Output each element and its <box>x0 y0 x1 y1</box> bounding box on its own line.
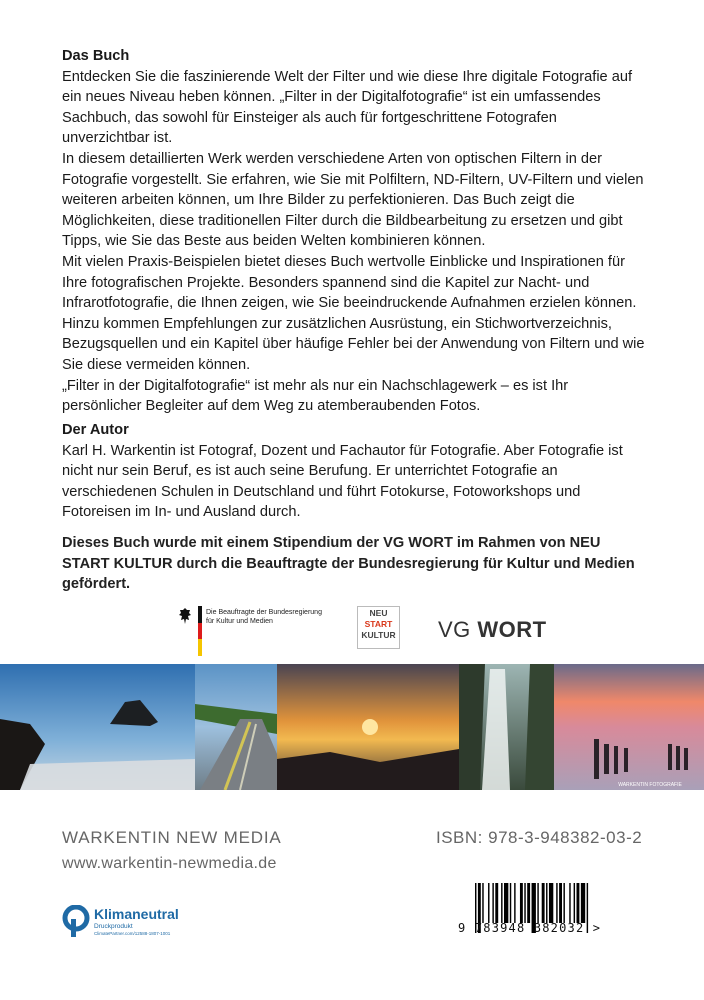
photo-groynes-sunset <box>554 664 704 790</box>
german-flag <box>198 606 202 656</box>
climate-partner-icon <box>62 905 90 939</box>
barcode-bar <box>524 883 525 923</box>
photo-highway <box>195 664 277 790</box>
barcode-bar <box>527 883 530 923</box>
klima-id: ClimatePartner.com/12588-1807-1001 <box>94 931 171 936</box>
barcode-bar <box>569 883 570 923</box>
barcode-bar <box>520 883 523 923</box>
barcode-number: 9 783948 382032 > <box>458 921 602 935</box>
paragraph: In diesem detaillierten Werk werden verschiedene Arten von optischen Filtern in der Fotografie vorgestellt. Sie erfahren, wie Sie mit Polfiltern, ND-Filtern, UV-Filtern und vielen weiteren arbeiten können, um Ihre Bilder zu perfektionieren. Das Buch zeigt die Möglichkeiten, diese traditionellen Filter durch die Bildbearbeitung zu ersetzen und gibt Tipps, wie Sie das Beste aus beiden Welten kombinieren können. <box>62 150 644 250</box>
publisher-url: www.warkentin-newmedia.de <box>62 855 277 872</box>
neustart-kultur-logo <box>357 606 400 649</box>
barcode-bar <box>501 883 502 923</box>
barcode-bar <box>577 883 580 923</box>
photo-credit: WARKENTIN FOTOGRAFIE <box>618 782 682 788</box>
barcode-bar <box>581 883 585 923</box>
klima-sub: Druckprodukt <box>94 923 133 930</box>
nsk-line2: START <box>364 619 393 629</box>
photo-strip <box>0 664 704 790</box>
barcode-bar <box>556 883 557 923</box>
barcode-bar <box>559 883 562 923</box>
bkm-text <box>206 608 336 626</box>
barcode-bar <box>492 883 493 923</box>
barcode-bar <box>514 883 515 923</box>
paragraph: Karl H. Warkentin ist Fotograf, Dozent und Fachautor für Fotografie. Aber Fotografie ist nicht nur sein Beruf, es ist auch seine Berufung. Er unterrichtet Fotografie an verschiedenen Schulen in Deutschland und führt Fotokurse, Fotoworkshops und Fotoreisen im In- und Ausland durch. <box>62 442 623 521</box>
barcode-bar <box>488 883 489 923</box>
barcode-bar <box>563 883 564 923</box>
heading-das-buch: Das Buch <box>62 48 130 64</box>
paragraph: „Filter in der Digitalfotografie“ ist mehr als nur ein Nachschlagewerk – es ist Ihr persönlicher Begleiter auf dem Weg zu atemberaubenden Fotos. <box>62 377 569 415</box>
publisher-name: WARKENTIN NEW MEDIA <box>62 828 282 847</box>
vg-wort-logo <box>438 617 547 643</box>
section-der-autor <box>62 420 646 523</box>
photo-waterfall <box>459 664 554 790</box>
paragraph: Mit vielen Praxis-Beispielen bietet dieses Buch wertvolle Einblicke und Inspirationen für Ihre fotografischen Projekte. Besonders spannend sind die Kapitel zur Nacht- und Infrarotfotografie, die Ihnen zeigen, wie Sie beeindruckende Aufnahmen erzielen können. Hinzu kommen Empfehlungen zur zusätzlichen Ausrüstung, ein Stichwortverzeichnis, Bezugsquellen und ein Kapitel über häufige Fehler bei der Anwendung von Filtern und wie Sie diese vermeiden können. <box>62 253 645 373</box>
isbn-text: ISBN: 978-3-948382-03-2 <box>436 828 643 847</box>
barcode-bar <box>495 883 498 923</box>
bkm-line2: für Kultur und Medien <box>206 618 273 625</box>
barcode-bar <box>482 883 483 923</box>
barcode-bar <box>542 883 545 923</box>
funding-notice: Dieses Buch wurde mit einem Stipendium der VG WORT im Rahmen von NEU START KULTUR durch die Beauftragte der Bundesregierung für Kultur und Medien gefördert. <box>62 535 635 593</box>
barcode-bar <box>574 883 575 923</box>
eagle-icon <box>178 606 192 630</box>
photo-sunset-sea <box>277 664 459 790</box>
barcode-bar <box>510 883 511 923</box>
klima-title: Klimaneutral <box>94 906 179 922</box>
photo-coast-rock <box>0 664 195 790</box>
wort-text: WORT <box>477 617 547 642</box>
barcode-bar <box>504 883 508 923</box>
klimaneutral-badge <box>62 903 222 943</box>
sponsor-logos <box>0 598 704 658</box>
vg-text: VG <box>438 617 471 642</box>
nsk-line3: KULTUR <box>361 630 396 640</box>
nsk-line1: NEU <box>369 608 388 618</box>
bkm-line1: Die Beauftragte der Bundesregierung <box>206 609 322 616</box>
barcode-bar <box>537 883 538 923</box>
section-das-buch <box>62 46 646 417</box>
bkm-logo <box>178 606 338 656</box>
heading-der-autor: Der Autor <box>62 422 129 438</box>
paragraph: Entdecken Sie die faszinierende Welt der Filter und wie diese Ihre digitale Fotografie auf ein neues Niveau heben können. „Filter in der Digitalfotografie“ ist ein umfassendes Sachbuch, das sowohl für Einsteiger als auch für fortgeschrittene Fotografen unverzichtbar ist. <box>62 68 633 147</box>
barcode-bar <box>546 883 547 923</box>
barcode-bar <box>549 883 553 923</box>
